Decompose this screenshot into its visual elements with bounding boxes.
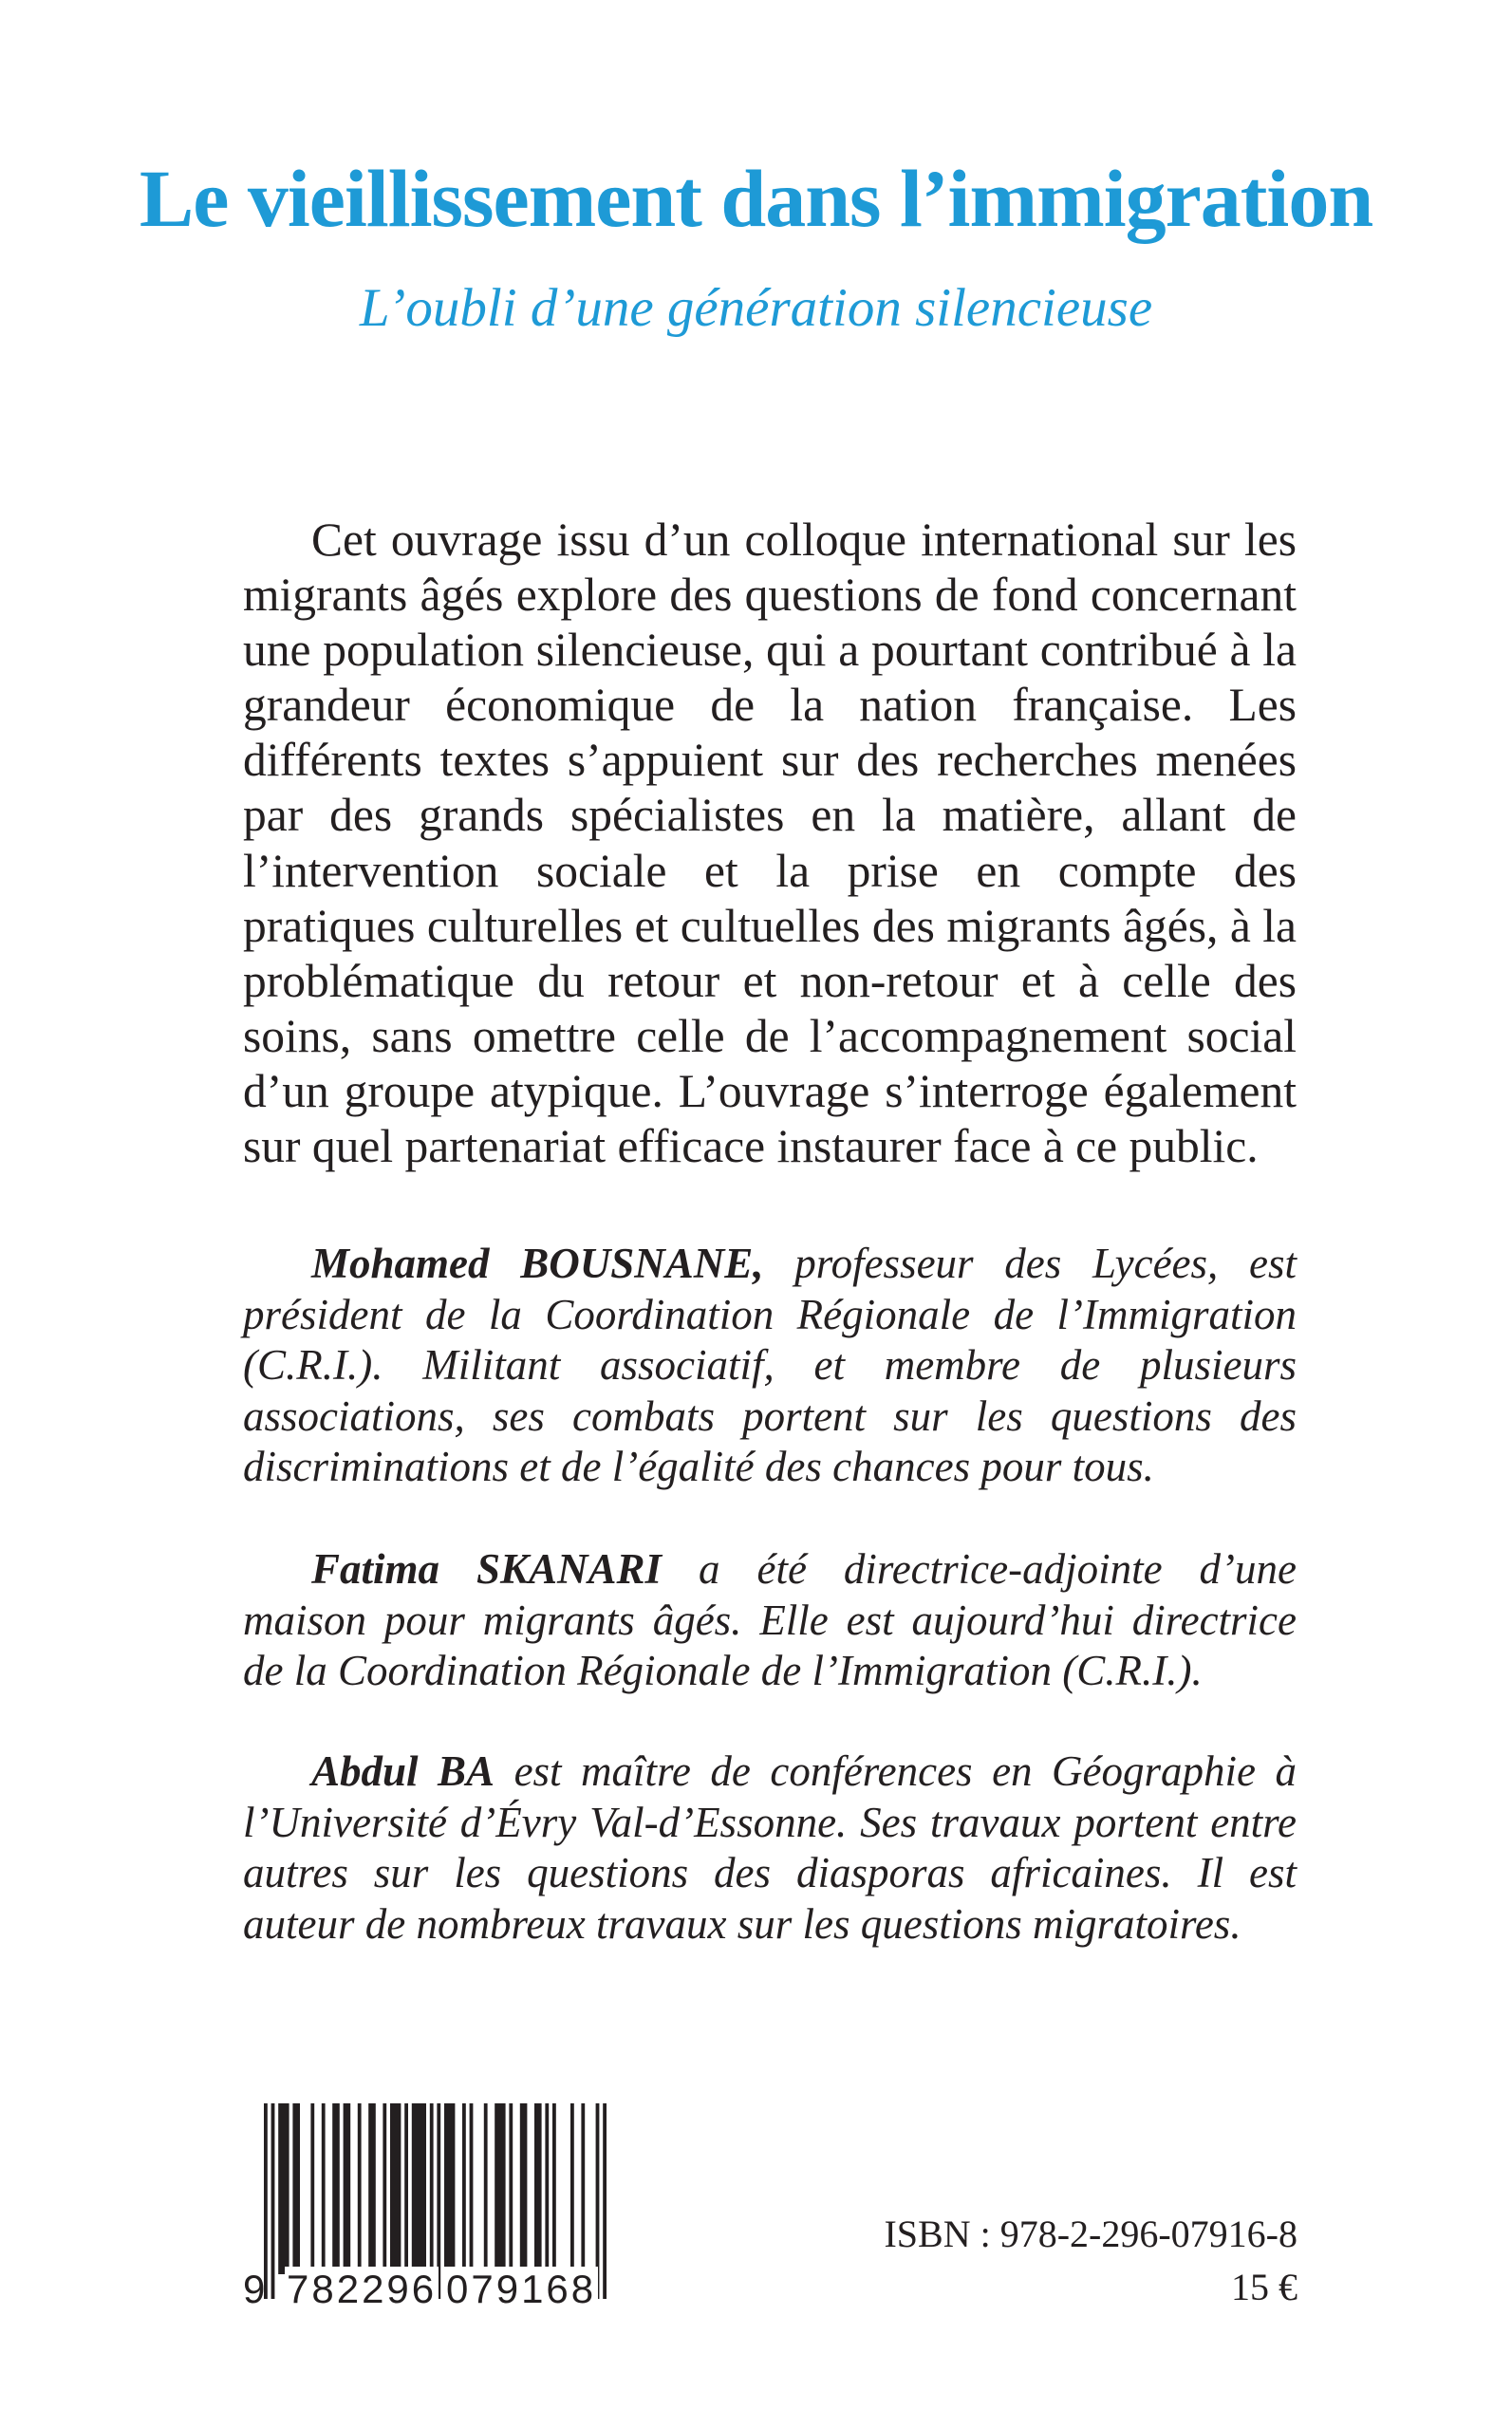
isbn: ISBN : 978-2-296-07916-8: [884, 2213, 1297, 2255]
book-subtitle: L’oubli d’une génération silencieuse: [359, 278, 1153, 338]
barcode-bar: [534, 2103, 542, 2274]
barcode-bar: [552, 2103, 556, 2274]
barcode-bar: [462, 2103, 466, 2274]
barcode-bar: [412, 2103, 426, 2274]
barcode-bar: [310, 2103, 314, 2274]
author-name: Mohamed BOUSNANE,: [311, 1240, 764, 1287]
barcode-bar: [344, 2103, 351, 2274]
author-bio-ba: [243, 1746, 1297, 1950]
barcode-bar: [509, 2103, 513, 2274]
price: 15 €: [1231, 2266, 1297, 2308]
barcode-bar: [383, 2103, 386, 2274]
author-bio-text: professeur des Lycées, est président de la Coordination Régionale de l’Immigration (C.R.I.). Militant associatif, et membre de plusieurs associations, ses combats portent sur les questions des discriminations et de l’égalité des chances pour tous.: [243, 1240, 1297, 1490]
barcode-bar: [570, 2103, 574, 2274]
author-bio-text: a été directrice-adjointe d’une maison pour migrants âgés. Elle est aujourd’hui directrice de la Coordination Régionale de l’Immigration (C.R.I.).: [243, 1545, 1297, 1694]
barcode-bar: [332, 2103, 340, 2274]
barcode-bar: [495, 2103, 505, 2274]
book-title: Le vieillissement dans l’immigration: [139, 152, 1373, 244]
barcode-bar: [358, 2103, 362, 2274]
barcode-bar: [581, 2103, 585, 2274]
barcode-bar: [278, 2103, 289, 2274]
barcode-lead-digit: 9: [243, 2267, 266, 2311]
author-name: Fatima SKANARI: [311, 1545, 663, 1593]
barcode-group-right: 079168: [446, 2267, 597, 2311]
barcode-bar: [292, 2103, 300, 2274]
barcode-group-left: 782296: [287, 2267, 438, 2311]
author-bio-skanari: [243, 1544, 1297, 1697]
barcode-bar: [545, 2103, 549, 2274]
barcode-bar: [390, 2103, 401, 2274]
summary-paragraph: Cet ouvrage issu d’un colloque international sur les migrants âgés explore des questions de fond concernant une population silencieuse, qui a pourtant contribué à la grandeur économique de la nation française. Les différents textes s’appuient sur des recherches menées par des grands spécialistes en la matière, allant de l’intervention sociale et la prise en compte des pratiques culturelles et cultuelles des migrants âgés, à la problématique du retour et non-retour et à celle des soins, sans omettre celle de l’accompagnement social d’un groupe atypique. L’ouvrage s’interroge également sur quel partenariat efficace instaurer face à ce public.: [243, 514, 1297, 1173]
author-bio-bousnane: [243, 1239, 1297, 1493]
barcode-bar: [470, 2103, 474, 2274]
barcode-digits: [243, 2267, 623, 2312]
barcode-bar: [444, 2103, 455, 2274]
barcode-bar: [404, 2103, 408, 2274]
author-name: Abdul BA: [311, 1747, 495, 1795]
barcode-bar: [368, 2103, 376, 2274]
barcode-bar: [484, 2103, 488, 2274]
author-bio-text: est maître de conférences en Géographie à l’Université d’Évry Val-d’Essonne. Ses travaux portent entre autres sur les questions des diasporas africaines. Il est auteur de nombreux travaux sur les questions migratoires.: [243, 1747, 1297, 1948]
barcode-bar: [520, 2103, 528, 2274]
barcode-bar: [322, 2103, 326, 2274]
